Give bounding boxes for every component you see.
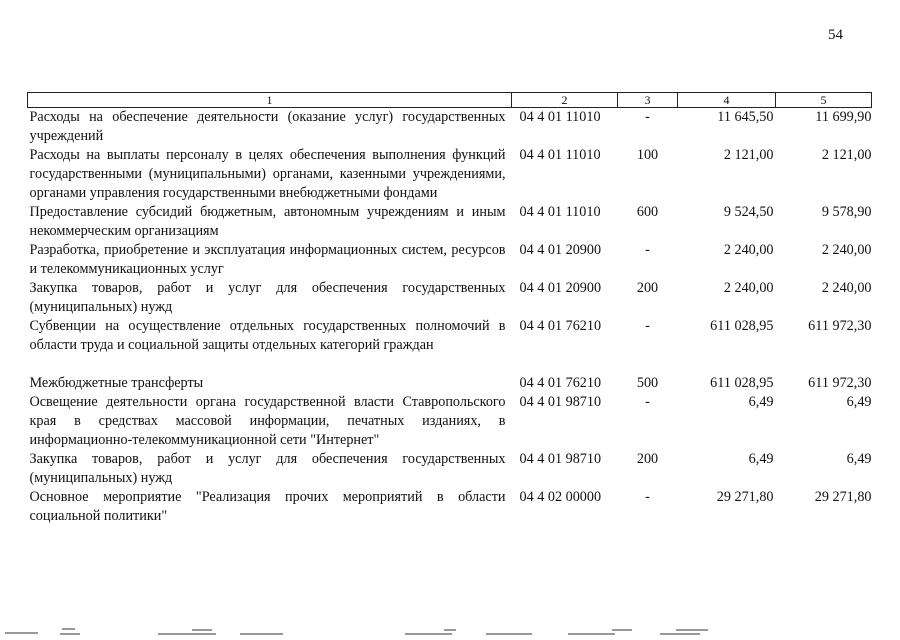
header-col-2: 2 [512,93,618,108]
row-amount-col5: 2 240,00 [821,242,872,258]
table-row [28,241,872,279]
row-description: Межбюджетные трансферты [29,375,204,391]
spacer-cell [28,355,872,374]
row-amount-col5: 9 578,90 [821,204,872,220]
row-code: 04 4 01 76210 [519,375,602,391]
table-spacer-row [28,355,872,374]
row-amount-col4: 611 028,95 [710,318,774,334]
row-amount-col4: 2 240,00 [723,242,774,258]
budget-table [27,92,872,526]
header-col-1: 1 [28,93,512,108]
row-amount-col5: 6,49 [846,394,872,410]
row-description: Предоставление субсидий бюджетным, автономным учреждениям и иным некоммерческим организациям [29,204,506,239]
table-row [28,279,872,317]
row-amount-col4: 11 645,50 [717,109,774,125]
row-description: Расходы на выплаты персоналу в целях обеспечения выполнения функций государственными (муниципальными) органами, казенными учреждениями, органами управления государственными внебюджетными фондами [29,147,506,201]
row-expense-type: - [645,242,650,258]
row-amount-col4: 2 240,00 [723,280,774,296]
row-expense-type: 200 [636,451,659,467]
row-amount-col4: 6,49 [748,451,774,467]
table-row [28,146,872,203]
header-col-4: 4 [678,93,776,108]
row-amount-col5: 2 121,00 [821,147,872,163]
row-amount-col4: 2 121,00 [723,147,774,163]
row-amount-col4: 6,49 [748,394,774,410]
row-description: Разработка, приобретение и эксплуатация информационных систем, ресурсов и телекоммуникационных услуг [29,242,506,277]
row-code: 04 4 01 11010 [519,147,601,163]
page-number: 54 [828,27,843,43]
header-col-5: 5 [776,93,872,108]
row-description: Расходы на обеспечение деятельности (оказание услуг) государственных учреждений [29,109,506,144]
row-code: 04 4 01 20900 [519,242,602,258]
table-row [28,317,872,355]
row-amount-col5: 6,49 [846,451,872,467]
row-amount-col5: 11 699,90 [815,109,872,125]
table-row [28,393,872,450]
row-expense-type: 500 [636,375,659,391]
table-row [28,203,872,241]
row-description: Освещение деятельности органа государственной власти Ставропольского края в средствах массовой информации, печатных изданиях, в информационно-телекоммуникационной сети "Интернет" [29,394,506,448]
table-row [28,108,872,147]
row-description: Закупка товаров, работ и услуг для обеспечения государственных (муниципальных) нужд [29,451,506,486]
table-row [28,374,872,393]
row-code: 04 4 01 76210 [519,318,602,334]
row-expense-type: 200 [636,280,659,296]
row-description: Субвенции на осуществление отдельных государственных полномочий в области труда и социальной защиты отдельных категорий граждан [29,318,506,353]
row-amount-col5: 29 271,80 [814,489,872,505]
row-amount-col4: 611 028,95 [710,375,774,391]
row-code: 04 4 01 98710 [519,394,602,410]
row-expense-type: - [645,489,650,505]
row-description: Основное мероприятие "Реализация прочих мероприятий в области социальной политики" [29,489,506,524]
row-code: 04 4 02 00000 [519,489,602,505]
header-col-3: 3 [618,93,678,108]
row-expense-type: - [645,109,650,125]
row-amount-col4: 9 524,50 [723,204,774,220]
row-amount-col5: 611 972,30 [808,375,872,391]
row-code: 04 4 01 20900 [519,280,602,296]
row-expense-type: 100 [636,147,659,163]
row-code: 04 4 01 11010 [519,204,601,220]
table-row [28,450,872,488]
row-expense-type: - [645,394,650,410]
row-expense-type: 600 [636,204,659,220]
row-amount-col5: 611 972,30 [808,318,872,334]
table-header-row [28,93,872,108]
row-description: Закупка товаров, работ и услуг для обеспечения государственных (муниципальных) нужд [29,280,506,315]
row-code: 04 4 01 11010 [519,109,601,125]
row-amount-col5: 2 240,00 [821,280,872,296]
row-code: 04 4 01 98710 [519,451,602,467]
scan-artifact-marks [0,620,900,640]
row-expense-type: - [645,318,650,334]
table-row [28,488,872,526]
row-amount-col4: 29 271,80 [716,489,774,505]
